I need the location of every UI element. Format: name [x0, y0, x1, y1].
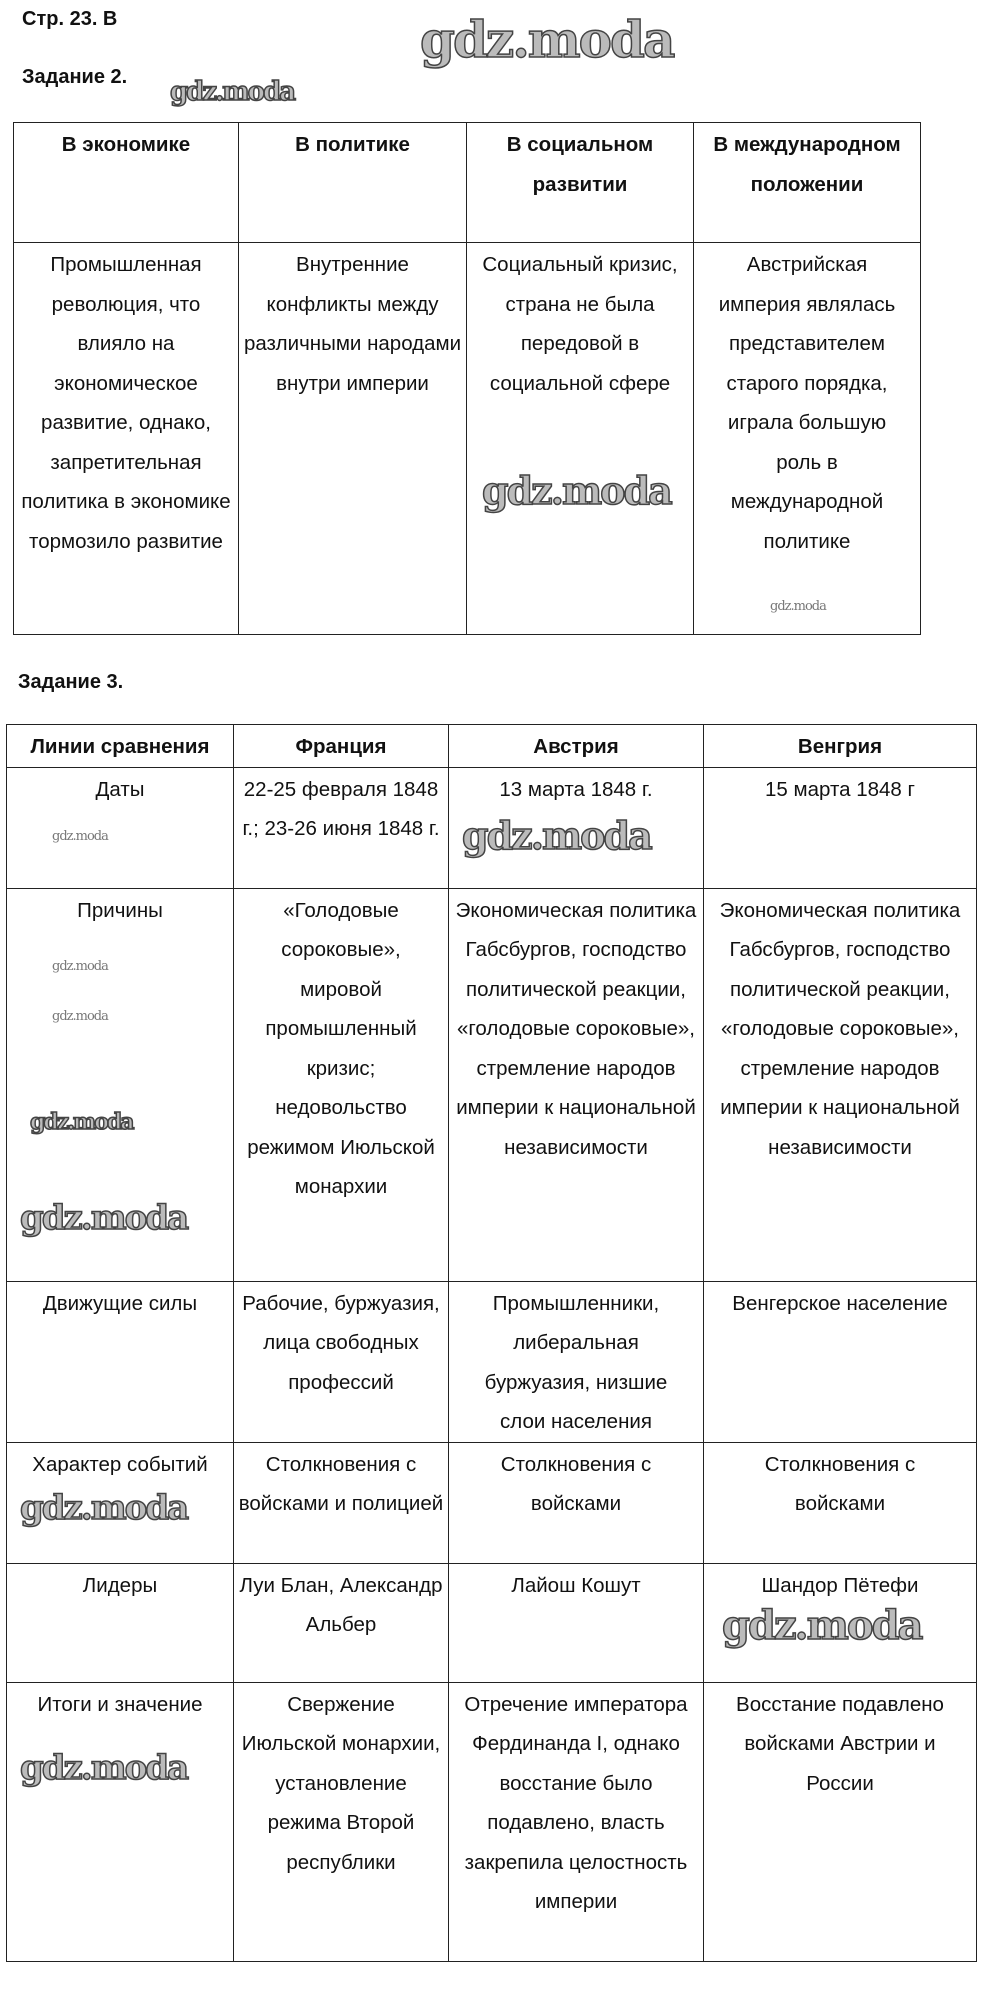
cell: Рабочие, буржуазия, лица свободных профессий — [234, 1281, 449, 1442]
table-header-row — [7, 725, 977, 768]
watermark: gdz.moda — [20, 1488, 188, 1528]
watermark: gdz.moda — [20, 1748, 188, 1788]
cell: Лидеры — [7, 1563, 234, 1682]
watermark: gdz.moda — [20, 1198, 188, 1238]
task3-title: Задание 3. — [18, 671, 124, 693]
cell: Свержение Июльской монархии, установление режима Второй республики — [234, 1682, 449, 1961]
table-row — [7, 767, 977, 888]
page-header: Стр. 23. В — [22, 8, 118, 30]
task2-title: Задание 2. — [22, 66, 128, 88]
watermark: gdz.moda — [420, 10, 674, 69]
cell: Отречение императора Фердинанда I, однако восстание было подавлено, власть закрепила целостность империи — [449, 1682, 704, 1961]
task2-table — [13, 122, 921, 635]
cell: 13 марта 1848 г. — [449, 767, 704, 888]
cell: Промышленники, либеральная буржуазия, низшие слои населения — [449, 1281, 704, 1442]
cell: 15 марта 1848 г — [704, 767, 977, 888]
task3-table — [6, 724, 977, 1962]
cell: Промышленная революция, что влияло на экономическое развитие, однако, запретительная политика в экономике тормозило развитие — [14, 243, 239, 635]
cell: Причины — [7, 888, 234, 1281]
cell: Лайош Кошут — [449, 1563, 704, 1682]
watermark: gdz.moda — [770, 599, 826, 614]
table-row — [7, 888, 977, 1281]
header-politics: В политике — [239, 123, 467, 243]
cell: Луи Блан, Александр Альбер — [234, 1563, 449, 1682]
table-header-row — [14, 123, 921, 243]
watermark: gdz.moda — [52, 959, 108, 974]
cell: Итоги и значение — [7, 1682, 234, 1961]
cell: Австрийская империя являлась представителем старого порядка, играла большую роль в международной политике — [694, 243, 921, 635]
watermark: gdz.moda — [52, 1009, 108, 1024]
watermark: gdz.moda — [722, 1602, 922, 1649]
header-france: Франция — [234, 725, 449, 768]
cell: Даты — [7, 767, 234, 888]
cell: Венгерское население — [704, 1281, 977, 1442]
header-social: В социальном развитии — [467, 123, 694, 243]
watermark: gdz.moda — [30, 1109, 133, 1135]
header-economy: В экономике — [14, 123, 239, 243]
table-row — [7, 1442, 977, 1563]
watermark: gdz.moda — [482, 468, 671, 513]
header-austria: Австрия — [449, 725, 704, 768]
cell: Шандор Пётефи — [704, 1563, 977, 1682]
table-row — [7, 1682, 977, 1961]
table-row — [7, 1563, 977, 1682]
watermark: gdz.moda — [170, 77, 295, 107]
cell: Восстание подавлено войсками Австрии и России — [704, 1682, 977, 1961]
cell: Экономическая политика Габсбургов, господство политической реакции, «голодовые сороковые», стремление народов империи к национальной независимости — [449, 888, 704, 1281]
table-row — [7, 1281, 977, 1442]
cell: Социальный кризис, страна не была передовой в социальной сфере — [467, 243, 694, 635]
cell: Столкновения с войсками — [449, 1442, 704, 1563]
table-row — [14, 243, 921, 635]
cell: «Голодовые сороковые», мировой промышленный кризис; недовольство режимом Июльской монархии — [234, 888, 449, 1281]
cell: Экономическая политика Габсбургов, господство политической реакции, «голодовые сороковые», стремление народов империи к национальной независимости — [704, 888, 977, 1281]
watermark: gdz.moda — [462, 813, 651, 858]
cell: Характер событий — [7, 1442, 234, 1563]
header-hungary: Венгрия — [704, 725, 977, 768]
cell: 22-25 февраля 1848 г.; 23-26 июня 1848 г. — [234, 767, 449, 888]
cell: Движущие силы — [7, 1281, 234, 1442]
cell: Столкновения с войсками и полицией — [234, 1442, 449, 1563]
cell: Внутренние конфликты между различными народами внутри империи — [239, 243, 467, 635]
cell: Столкновения с войсками — [704, 1442, 977, 1563]
watermark: gdz.moda — [52, 829, 108, 844]
header-lines: Линии сравнения — [7, 725, 234, 768]
header-international: В международном положении — [694, 123, 921, 243]
